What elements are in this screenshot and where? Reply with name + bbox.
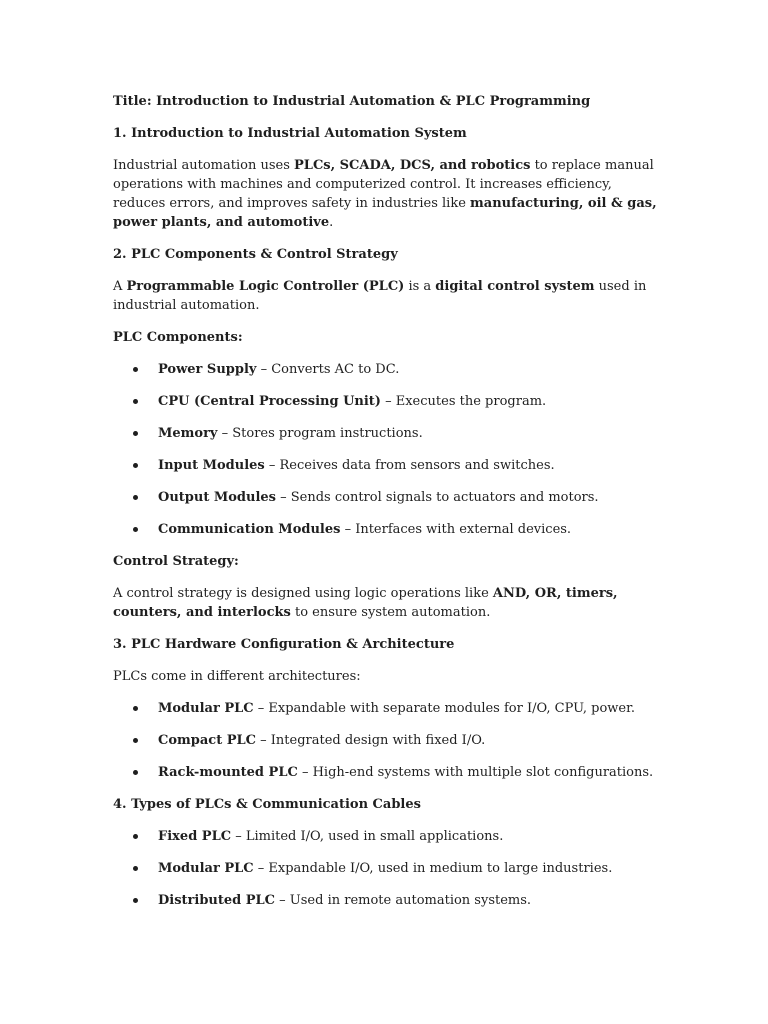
bold-text-run: Programmable Logic Controller (PLC) [126,279,405,294]
bullet-icon [133,706,138,711]
list-item-description: – Stores program instructions. [217,426,423,441]
text-run: is a [404,279,436,294]
control-strategy-heading: Control Strategy: [113,554,239,569]
bullet-icon [133,367,138,372]
list-item-term: Compact PLC [158,733,256,748]
list-item-description: – Converts AC to DC. [256,362,400,377]
text-run: used in industrial automation. [113,279,647,313]
list-item-term: Distributed PLC [158,893,276,908]
bold-text-run: PLCs, SCADA, DCS, and robotics [294,158,531,173]
list-item [113,827,658,846]
list-item [113,424,658,443]
control-strategy-paragraph [113,584,658,622]
bullet-icon [133,431,138,436]
bullet-icon [133,770,138,775]
text-run: to ensure system automation. [290,605,491,620]
text-run: A control strategy is designed using logic operations like [113,586,493,601]
bullet-icon [133,834,138,839]
bullet-icon [133,898,138,903]
list-item [113,763,658,782]
list-item [113,456,658,475]
list-item-description: – Expandable with separate modules for I/O, CPU, power. [253,701,636,716]
plc-architecture-list [113,699,658,782]
list-item [113,360,658,379]
bold-text-run: manufacturing, oil & gas, power plants, and automotive [113,196,657,230]
bold-text-run: digital control system [435,279,595,294]
section-1-paragraph [113,156,658,232]
list-item-term: Power Supply [158,362,257,377]
plc-components-heading: PLC Components: [113,330,243,345]
plc-components-list [113,360,658,539]
list-item-description: – Integrated design with fixed I/O. [256,733,486,748]
document-title: Title: Introduction to Industrial Automation & PLC Programming [113,94,591,109]
list-item [113,488,658,507]
section-2-heading: 2. PLC Components & Control Strategy [113,247,398,262]
bold-text-run: AND, OR, timers, counters, and interlocks [113,586,618,620]
list-item-description: – Limited I/O, used in small applications. [231,829,504,844]
bullet-icon [133,463,138,468]
list-item-term: CPU (Central Processing Unit) [158,394,381,409]
document-body [113,92,658,923]
bullet-icon [133,866,138,871]
section-3-intro: PLCs come in different architectures: [113,669,361,684]
list-item-term: Fixed PLC [158,829,232,844]
text-run: to replace manual operations with machines and computerized control. It increases efficiency, reduces errors, and improves safety in industries like [113,158,654,211]
bullet-icon [133,495,138,500]
section-1-heading: 1. Introduction to Industrial Automation System [113,126,467,141]
plc-types-list [113,827,658,910]
list-item [113,699,658,718]
section-4-heading: 4. Types of PLCs & Communication Cables [113,797,421,812]
section-3-heading: 3. PLC Hardware Configuration & Architecture [113,637,455,652]
list-item-term: Output Modules [158,490,276,505]
text-run: . [329,215,334,230]
list-item [113,520,658,539]
text-run: A [113,279,127,294]
list-item-term: Modular PLC [158,861,254,876]
bullet-icon [133,738,138,743]
bullet-icon [133,527,138,532]
list-item-description: – Executes the program. [380,394,547,409]
list-item [113,859,658,878]
list-item-term: Modular PLC [158,701,254,716]
list-item [113,392,658,411]
list-item-term: Memory [158,426,218,441]
list-item-description: – Interfaces with external devices. [340,522,572,537]
list-item-term: Input Modules [158,458,265,473]
list-item-description: – Sends control signals to actuators and motors. [275,490,599,505]
bullet-icon [133,399,138,404]
list-item-description: – Used in remote automation systems. [275,893,532,908]
section-2-paragraph [113,277,658,315]
list-item-description: – High-end systems with multiple slot configurations. [297,765,654,780]
list-item [113,891,658,910]
list-item-description: – Receives data from sensors and switches. [264,458,555,473]
list-item [113,731,658,750]
text-run: Industrial automation uses [113,158,295,173]
list-item-term: Communication Modules [158,522,341,537]
list-item-description: – Expandable I/O, used in medium to large industries. [253,861,613,876]
list-item-term: Rack-mounted PLC [158,765,298,780]
